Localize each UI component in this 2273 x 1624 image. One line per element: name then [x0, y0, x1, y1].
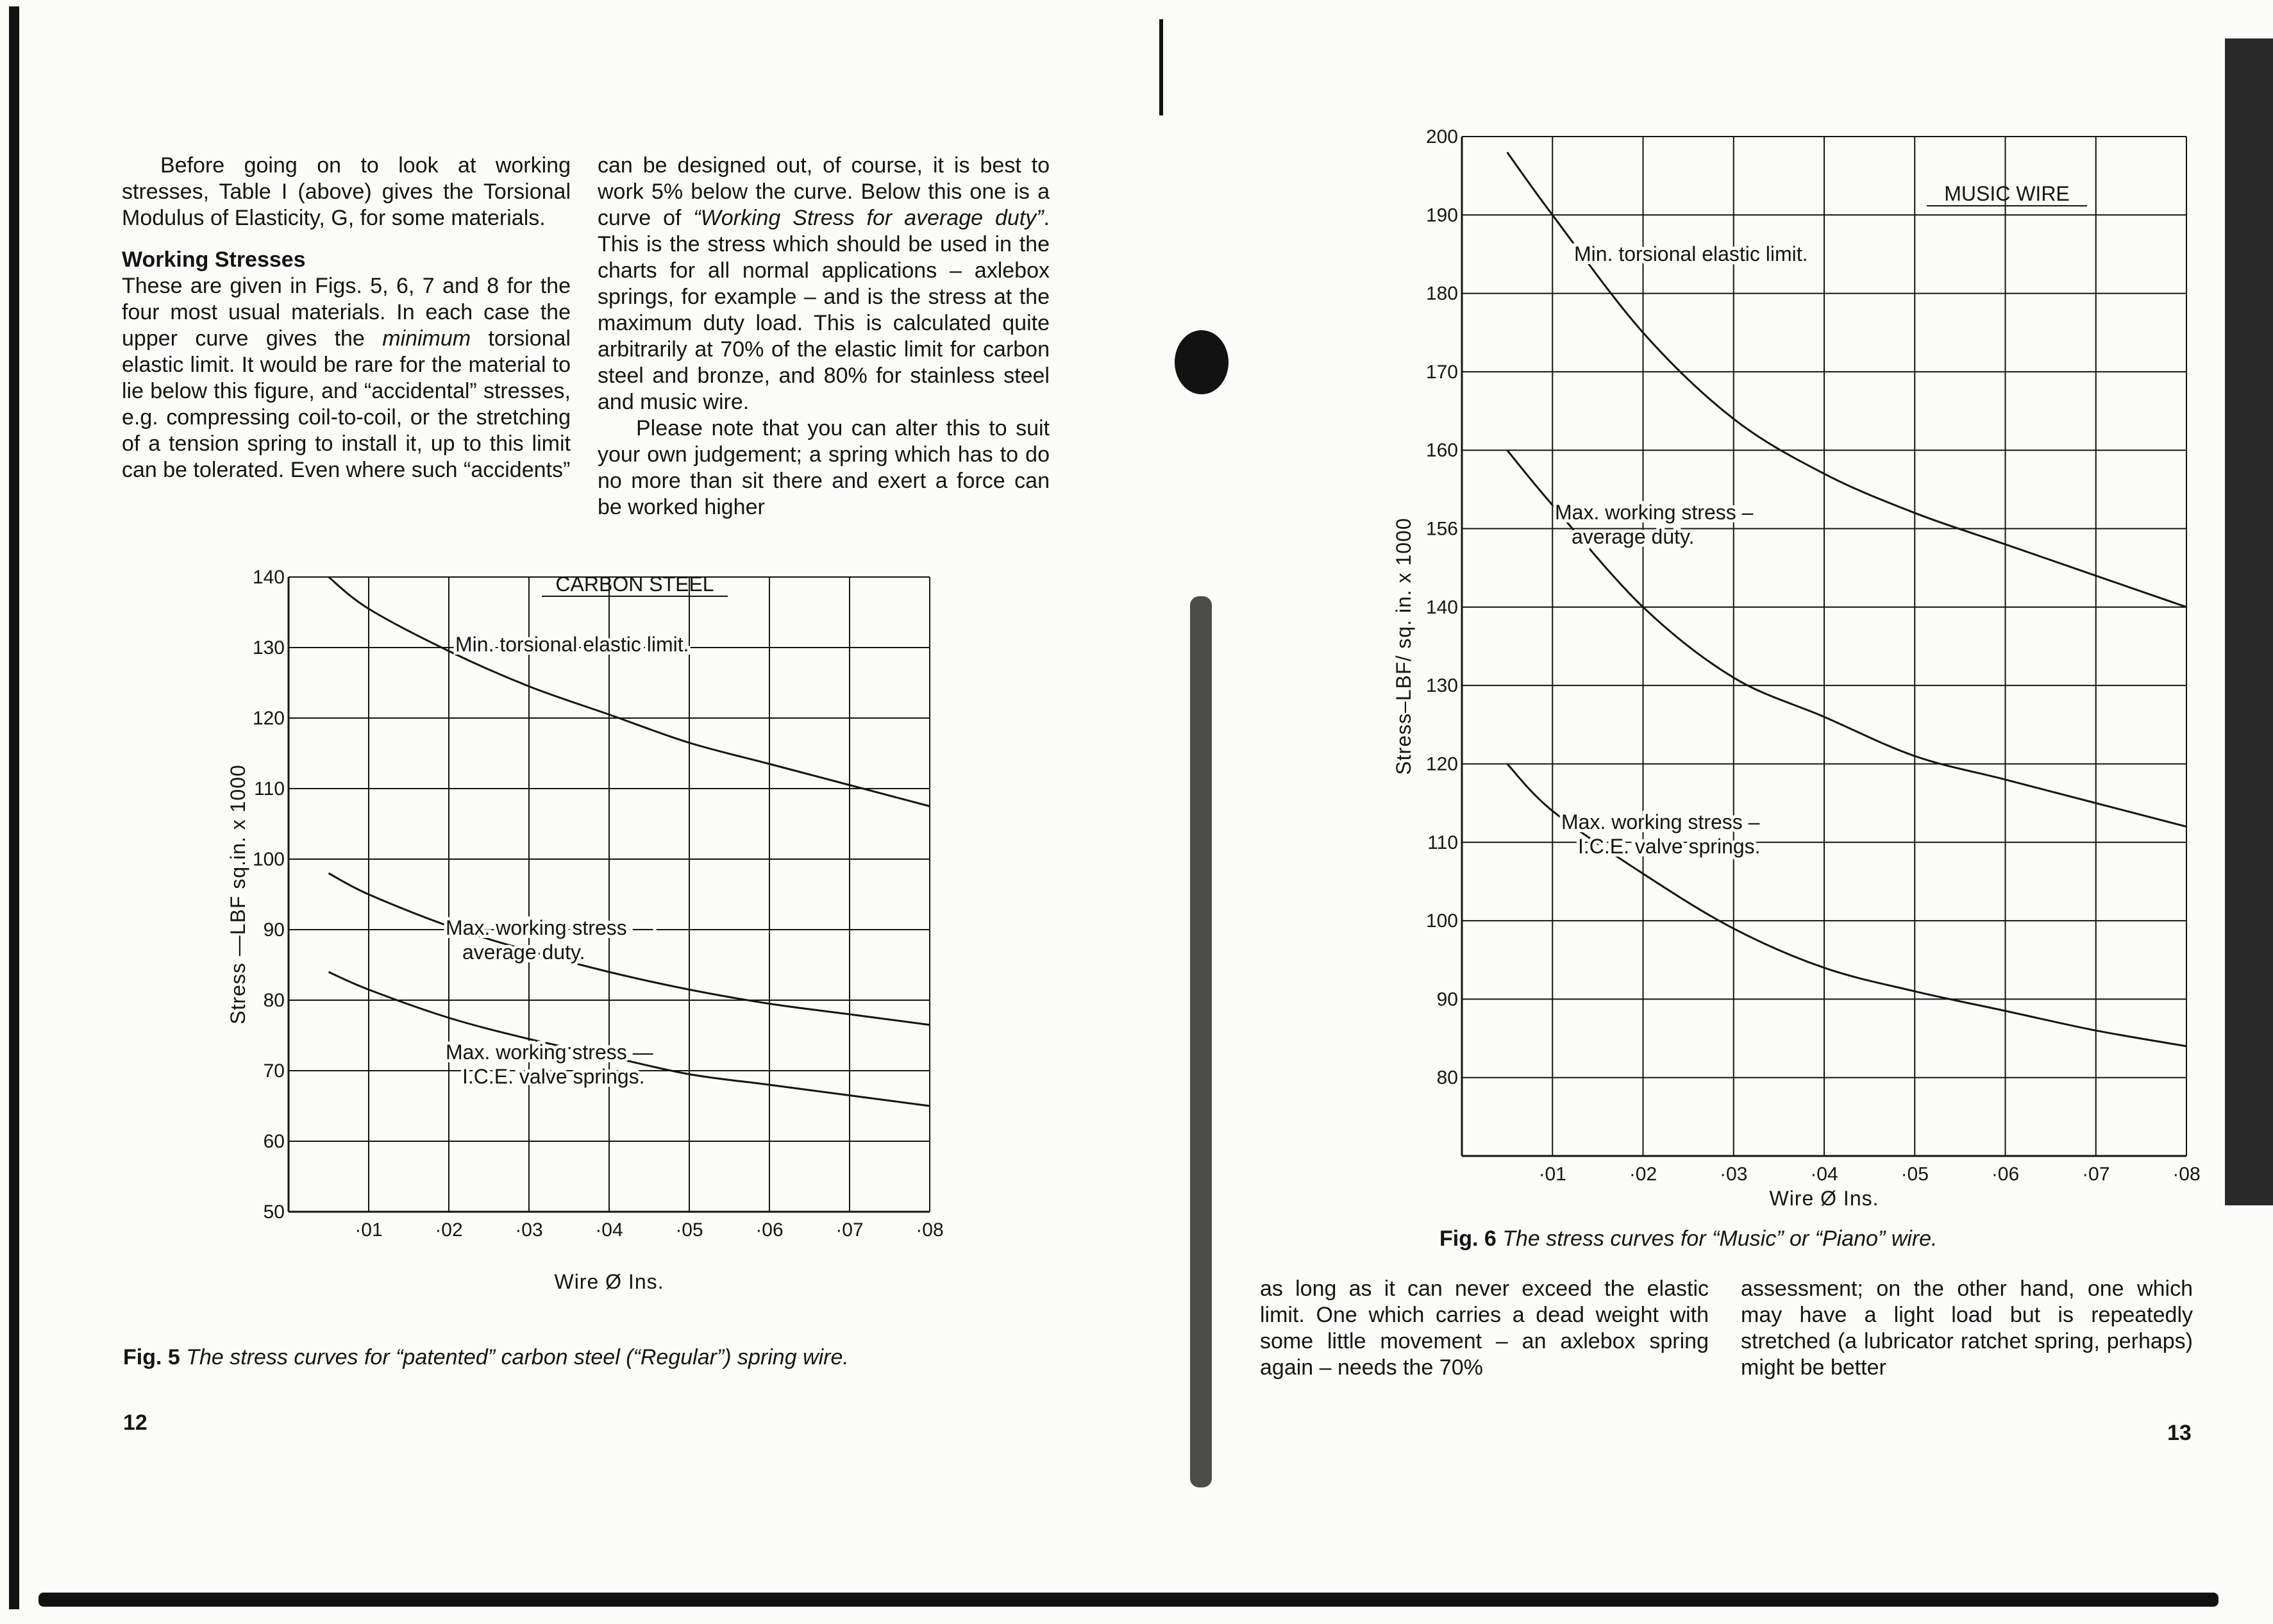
intro-paragraph: Before going on to look at working stresses, Table I (above) gives the Torsional Modulus of Elasticity, G, for some materials. [122, 153, 571, 230]
x-tick-label: ·04 [595, 1219, 623, 1241]
x-tick-label: ·05 [675, 1219, 703, 1241]
chart-title: CARBON STEEL [555, 573, 714, 596]
x-tick-label: ·02 [435, 1219, 463, 1241]
x-axis-label: Wire Ø Ins. [554, 1270, 664, 1293]
series-label-3: I.C.E. valve springs. [1578, 835, 1761, 858]
x-tick-label: ·03 [515, 1219, 543, 1241]
x-tick-label: ·08 [916, 1219, 944, 1241]
y-tick-label: 190 [1425, 205, 1458, 226]
series-label-3: Max. working stress — [446, 1041, 653, 1064]
judgement-paragraph: Please note that you can alter this to suit your own judgement; a spring which has to do no more than sit there and exert a force can be worked higher [598, 416, 1050, 519]
y-tick-label: 170 [1425, 361, 1458, 383]
working-stresses-heading: Working Stresses [122, 247, 306, 272]
x-tick-label: ·07 [835, 1219, 864, 1241]
y-tick-label: 120 [1425, 753, 1458, 775]
series-label-2: average duty. [1572, 525, 1695, 548]
x-tick-label: ·07 [2082, 1164, 2110, 1185]
y-tick-label: 140 [252, 567, 285, 588]
series-label-1: Min. torsional elastic limit. [455, 633, 689, 656]
y-tick-label: 180 [1425, 283, 1458, 305]
y-tick-label: 80 [263, 990, 285, 1011]
working-stresses-paragraph: These are given in Figs. 5, 6, 7 and 8 for the four most usual materials. In each case the upper curve gives the minimum torsional elastic limit. It would be rare for the material to lie below this figure, and “accidental” stresses, e.g. compressing coil-to-coil, or the stretching of a tension spring to install it, up to this limit can be tolerated. Even where such “accidents” [122, 274, 571, 482]
series-label-1: Min. torsional elastic limit. [1574, 242, 1808, 265]
page-number-13: 13 [2167, 1421, 2192, 1445]
series-curve-1 [329, 577, 930, 807]
series-curve-2 [329, 873, 930, 1025]
y-tick-label: 120 [252, 708, 285, 729]
series-curve-3 [1507, 764, 2186, 1046]
left-page-edge [9, 6, 19, 1609]
x-tick-label: ·01 [1538, 1164, 1566, 1185]
x-tick-label: ·06 [755, 1219, 784, 1241]
y-tick-label: 50 [263, 1201, 285, 1223]
x-tick-label: ·04 [1810, 1164, 1838, 1185]
y-tick-label: 100 [252, 849, 285, 870]
assessment-paragraph: assessment; on the other hand, one which may have a light load but is repeatedly stretched (a lubricator ratchet spring, perhaps) might be better [1741, 1277, 2193, 1380]
series-label-2: average duty. [462, 941, 585, 964]
x-tick-label: ·05 [1900, 1164, 1929, 1185]
y-tick-label: 70 [263, 1060, 285, 1082]
gutter-shadow [1190, 596, 1212, 1487]
x-axis-label: Wire Ø Ins. [1769, 1187, 1879, 1210]
series-label-2: Max. working stress — [446, 916, 653, 939]
carbon-steel-chart [212, 564, 955, 1334]
gutter-blot [1175, 330, 1229, 394]
y-tick-label: 156 [1425, 518, 1458, 540]
music-wire-chart [1379, 119, 2238, 1228]
y-tick-label: 140 [1425, 596, 1458, 618]
series-label-3: Max. working stress – [1561, 810, 1760, 833]
fig5-caption: Fig. 5 The stress curves for “patented” carbon steel (“Regular”) spring wire. [123, 1345, 849, 1369]
series-label-3: I.C.E. valve springs. [462, 1065, 645, 1088]
fig6-caption: Fig. 6 The stress curves for “Music” or “Piano” wire. [1439, 1226, 1938, 1251]
y-tick-label: 110 [254, 778, 285, 799]
y-tick-label: 60 [263, 1131, 285, 1152]
x-tick-label: ·03 [1720, 1164, 1748, 1185]
elastic-limit-paragraph: as long as it can never exceed the elastic limit. One which carries a dead weight with some little movement – an axlebox spring again – needs the 70% [1260, 1277, 1709, 1380]
gutter-mark-top [1159, 19, 1163, 115]
y-tick-label: 90 [263, 919, 285, 941]
y-axis-label: Stress–LBF/ sq. in. x 1000 [1392, 517, 1415, 775]
x-tick-label: ·08 [2172, 1164, 2201, 1185]
y-tick-label: 200 [1425, 126, 1458, 147]
y-tick-label: 90 [1436, 989, 1458, 1010]
x-tick-label: ·02 [1629, 1164, 1657, 1185]
y-tick-label: 160 [1425, 440, 1458, 462]
y-tick-label: 100 [1425, 910, 1458, 932]
right-page-column-2 [1741, 1276, 2193, 1381]
right-page-column-1 [1260, 1276, 1709, 1381]
average-duty-paragraph: can be designed out, of course, it is best to work 5% below the curve. Below this one is a curve of “Working Stress for average duty”. This is the stress which should be used in the charts for all normal applications – axlebox springs, for example – and is the stress at the maximum duty load. This is calculated quite arbitrarily at 70% of the elastic limit for carbon steel and bronze, and 80% for stainless steel and music wire. [598, 153, 1050, 414]
left-page-column-1 [122, 153, 571, 483]
series-label-2: Max. working stress – [1555, 501, 1754, 524]
chart-title: MUSIC WIRE [1944, 182, 2070, 205]
left-page-column-2 [598, 153, 1050, 521]
y-tick-label: 130 [252, 637, 285, 658]
y-tick-label: 130 [1425, 675, 1458, 697]
x-tick-label: ·01 [355, 1219, 383, 1241]
y-tick-label: 110 [1427, 832, 1458, 853]
y-tick-label: 80 [1436, 1067, 1458, 1089]
bottom-page-edge [38, 1593, 2218, 1607]
page-number-12: 12 [123, 1411, 147, 1435]
x-tick-label: ·06 [1991, 1164, 2020, 1185]
y-axis-label: Stress —LBF sq.in. x 1000 [226, 764, 249, 1025]
